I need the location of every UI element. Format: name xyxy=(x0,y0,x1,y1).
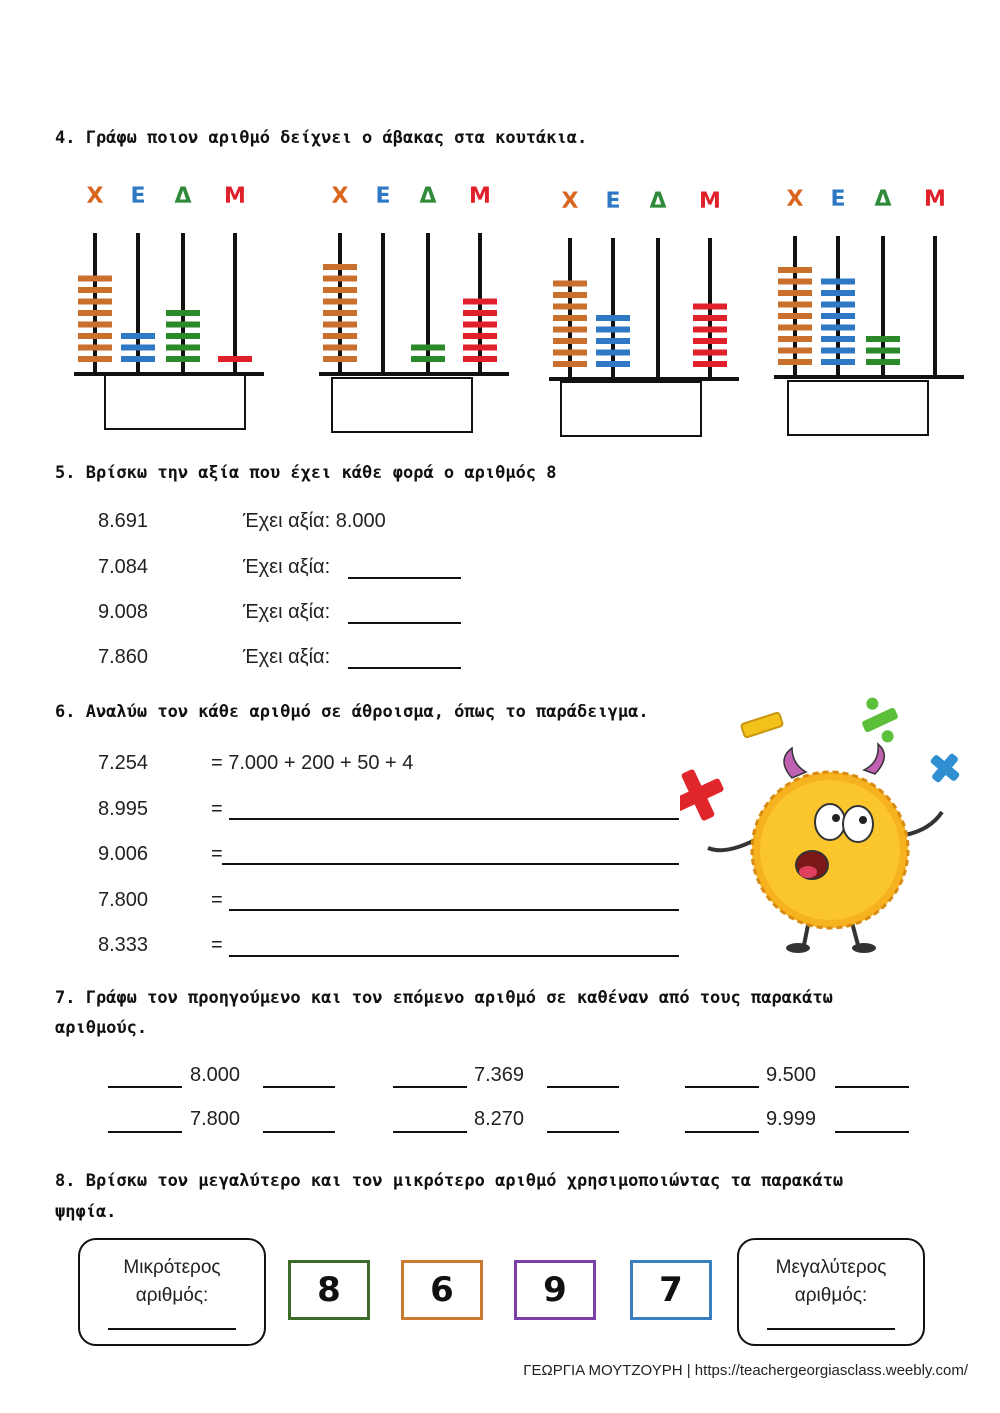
abacus-2-bead-tens xyxy=(411,356,445,362)
abacus-4-bead-hundreds xyxy=(821,290,855,296)
multiply-sign-icon xyxy=(922,745,967,790)
abacus-2-label-hundreds: Ε xyxy=(375,184,391,209)
abacus-1-bead-tens xyxy=(166,333,200,339)
section-5-title: 5. Βρίσκω την αξία που έχει κάθε φορά ο αριθμός 8 xyxy=(55,463,557,483)
abacus-3-bead-hundreds xyxy=(596,338,630,344)
abacus-4-base xyxy=(774,375,964,379)
abacus-3-bead-thousands xyxy=(553,327,587,333)
abacus-3-rod-hundreds xyxy=(611,238,615,377)
abacus-1-label-tens: Δ xyxy=(174,184,192,209)
s7-after-line-5[interactable] xyxy=(547,1131,619,1133)
abacus-1-label-hundreds: Ε xyxy=(130,184,146,209)
s5-label-2: Έχει αξία: xyxy=(243,556,331,578)
abacus-2 xyxy=(305,175,515,375)
abacus-4-bead-hundreds xyxy=(821,325,855,331)
s6-number-5: 8.333 xyxy=(98,934,149,956)
s7-before-line-5[interactable] xyxy=(393,1131,467,1133)
abacus-1-rod-hundreds xyxy=(136,233,140,372)
s5-label-3: Έχει αξία: xyxy=(243,601,331,623)
s7-number-3: 9.500 xyxy=(766,1064,817,1086)
abacus-3-bead-thousands xyxy=(553,315,587,321)
abacus-2-rod-hundreds xyxy=(381,233,385,372)
s7-number-5: 8.270 xyxy=(474,1108,525,1130)
s6-number-4: 7.800 xyxy=(98,889,149,911)
abacus-2-bead-units xyxy=(463,356,497,362)
abacus-3-bead-thousands xyxy=(553,350,587,356)
s5-number-2: 7.084 xyxy=(98,556,149,578)
abacus-4-bead-thousands xyxy=(778,359,812,365)
s5-label-1: Έχει αξία: 8.000 xyxy=(243,510,386,532)
smallest-number-box xyxy=(78,1238,266,1346)
abacus-4-rod-units xyxy=(933,236,937,375)
abacus-2-bead-thousands xyxy=(323,356,357,362)
s7-before-line-3[interactable] xyxy=(685,1086,759,1088)
abacus-1-rod-units xyxy=(233,233,237,372)
abacus-4-bead-thousands xyxy=(778,325,812,331)
abacus-3-bead-hundreds xyxy=(596,327,630,333)
largest-number-box xyxy=(737,1238,925,1346)
s6-expr-4: = xyxy=(211,889,223,911)
s5-number-1: 8.691 xyxy=(98,510,149,532)
s6-expr-2: = xyxy=(211,798,223,820)
abacus-1-bead-thousands xyxy=(78,333,112,339)
abacus-2-answer-box[interactable] xyxy=(331,377,473,433)
abacus-4-label-tens: Δ xyxy=(874,187,892,212)
abacus-1-answer-box[interactable] xyxy=(104,374,246,430)
section-8-title-line2: ψηφία. xyxy=(55,1202,117,1222)
plus-sign-icon xyxy=(680,760,733,829)
abacus-1-bead-units xyxy=(218,356,252,362)
largest-answer-line[interactable] xyxy=(767,1328,895,1330)
abacus-3-label-thousands: Χ xyxy=(561,189,579,214)
abacus-3-bead-hundreds xyxy=(596,350,630,356)
abacus-4-bead-hundreds xyxy=(821,279,855,285)
abacus-3-bead-units xyxy=(693,350,727,356)
digit-box-2: 6 xyxy=(401,1260,483,1320)
digit-box-3: 9 xyxy=(514,1260,596,1320)
abacus-1-bead-thousands xyxy=(78,276,112,282)
abacus-2-bead-thousands xyxy=(323,276,357,282)
s6-number-3: 9.006 xyxy=(98,843,149,865)
abacus-4-bead-hundreds xyxy=(821,348,855,354)
abacus-2-bead-units xyxy=(463,310,497,316)
abacus-3-svg xyxy=(535,180,745,380)
abacus-1-bead-tens xyxy=(166,345,200,351)
s6-answer-line-4[interactable] xyxy=(229,909,679,911)
abacus-2-bead-thousands xyxy=(323,322,357,328)
section-7-title-line2: αριθμούς. xyxy=(55,1018,148,1038)
abacus-1-bead-thousands xyxy=(78,310,112,316)
s7-before-line-1[interactable] xyxy=(108,1086,182,1088)
s7-after-line-2[interactable] xyxy=(547,1086,619,1088)
s6-expr-1: = 7.000 + 200 + 50 + 4 xyxy=(211,752,414,774)
abacus-4-bead-hundreds xyxy=(821,313,855,319)
abacus-1-rod-tens xyxy=(181,233,185,372)
abacus-4 xyxy=(760,178,970,378)
abacus-4-bead-thousands xyxy=(778,290,812,296)
abacus-3-bead-units xyxy=(693,327,727,333)
abacus-3-rod-tens xyxy=(656,238,660,377)
abacus-1-bead-thousands xyxy=(78,322,112,328)
s5-number-4: 7.860 xyxy=(98,646,149,668)
s6-answer-line-5[interactable] xyxy=(229,955,679,957)
s7-number-6: 9.999 xyxy=(766,1108,817,1130)
abacus-2-label-thousands: Χ xyxy=(331,184,349,209)
smallest-answer-line[interactable] xyxy=(108,1328,236,1330)
abacus-1-bead-hundreds xyxy=(121,345,155,351)
s6-number-2: 8.995 xyxy=(98,798,149,820)
abacus-4-bead-thousands xyxy=(778,348,812,354)
abacus-3-answer-box[interactable] xyxy=(560,381,702,437)
digit-box-1: 8 xyxy=(288,1260,370,1320)
abacus-4-label-thousands: Χ xyxy=(786,187,804,212)
abacus-3-bead-thousands xyxy=(553,361,587,367)
s6-answer-line-3[interactable] xyxy=(222,863,679,865)
abacus-3-bead-hundreds xyxy=(596,361,630,367)
largest-label-line2: αριθμός: xyxy=(794,1285,868,1306)
abacus-1-bead-thousands xyxy=(78,356,112,362)
s5-number-3: 9.008 xyxy=(98,601,149,623)
largest-label-line1: Μεγαλύτερος xyxy=(775,1257,887,1278)
abacus-2-bead-thousands xyxy=(323,345,357,351)
abacus-1-bead-tens xyxy=(166,356,200,362)
footer-credit: ΓΕΩΡΓΙΑ ΜΟΥΤΖΟΥΡΗ | https://teachergeorgiasclass.weebly.com/ xyxy=(523,1362,968,1379)
abacus-3 xyxy=(535,180,745,380)
abacus-4-bead-hundreds xyxy=(821,302,855,308)
abacus-3-label-tens: Δ xyxy=(649,189,667,214)
abacus-3-bead-units xyxy=(693,304,727,310)
abacus-2-base xyxy=(319,372,509,376)
abacus-4-answer-box[interactable] xyxy=(787,380,929,436)
abacus-4-bead-thousands xyxy=(778,336,812,342)
abacus-1-bead-hundreds xyxy=(121,356,155,362)
abacus-2-bead-units xyxy=(463,322,497,328)
abacus-1-svg xyxy=(60,175,270,375)
abacus-1-bead-thousands xyxy=(78,345,112,351)
s6-expr-5: = xyxy=(211,934,223,956)
abacus-2-bead-units xyxy=(463,345,497,351)
abacus-2-bead-thousands xyxy=(323,333,357,339)
s5-answer-line-3[interactable] xyxy=(348,622,461,624)
abacus-4-label-hundreds: Ε xyxy=(830,187,846,212)
s7-after-line-6[interactable] xyxy=(835,1131,909,1133)
abacus-2-bead-units xyxy=(463,333,497,339)
abacus-2-bead-thousands xyxy=(323,264,357,270)
abacus-1-label-thousands: Χ xyxy=(86,184,104,209)
s7-before-line-6[interactable] xyxy=(685,1131,759,1133)
s6-number-1: 7.254 xyxy=(98,752,149,774)
abacus-1-bead-thousands xyxy=(78,299,112,305)
abacus-2-svg xyxy=(305,175,515,375)
section-4-title: 4. Γράφω ποιον αριθμό δείχνει ο άβακας στα κουτάκια. xyxy=(55,128,588,148)
section-6-title: 6. Αναλύω τον κάθε αριθμό σε άθροισμα, όπως το παράδειγμα. xyxy=(55,702,649,722)
abacus-4-bead-thousands xyxy=(778,313,812,319)
abacus-2-rod-tens xyxy=(426,233,430,372)
abacus-3-bead-units xyxy=(693,338,727,344)
abacus-1-bead-tens xyxy=(166,310,200,316)
abacus-3-bead-thousands xyxy=(553,281,587,287)
abacus-2-bead-units xyxy=(463,299,497,305)
smallest-label-line1: Μικρότερος xyxy=(123,1257,221,1278)
abacus-3-bead-thousands xyxy=(553,338,587,344)
s7-number-2: 7.369 xyxy=(474,1064,525,1086)
divide-sign-icon xyxy=(854,691,907,750)
s5-answer-line-4[interactable] xyxy=(348,667,461,669)
section-8-title-line1: 8. Βρίσκω τον μεγαλύτερο και τον μικρότερο αριθμό χρησιμοποιώντας τα παρακάτω xyxy=(55,1171,844,1191)
abacus-3-bead-units xyxy=(693,315,727,321)
abacus-3-bead-thousands xyxy=(553,292,587,298)
s5-label-4: Έχει αξία: xyxy=(243,646,331,668)
abacus-4-rod-tens xyxy=(881,236,885,375)
abacus-1 xyxy=(60,175,270,375)
abacus-3-bead-thousands xyxy=(553,304,587,310)
s7-before-line-4[interactable] xyxy=(108,1131,182,1133)
s7-before-line-2[interactable] xyxy=(393,1086,467,1088)
abacus-4-bead-thousands xyxy=(778,279,812,285)
abacus-1-bead-hundreds xyxy=(121,333,155,339)
abacus-4-bead-tens xyxy=(866,359,900,365)
s7-after-line-3[interactable] xyxy=(835,1086,909,1088)
abacus-1-label-units: Μ xyxy=(224,184,246,209)
abacus-4-bead-thousands xyxy=(778,267,812,273)
s7-number-1: 8.000 xyxy=(190,1064,241,1086)
minus-sign-icon xyxy=(741,712,783,738)
abacus-4-bead-hundreds xyxy=(821,336,855,342)
abacus-3-bead-units xyxy=(693,361,727,367)
abacus-2-bead-thousands xyxy=(323,310,357,316)
s5-answer-line-2[interactable] xyxy=(348,577,461,579)
abacus-2-label-tens: Δ xyxy=(419,184,437,209)
section-7-title-line1: 7. Γράφω τον προηγούμενο και τον επόμενο αριθμό σε καθέναν από τους παρακάτω xyxy=(55,988,833,1008)
abacus-2-bead-thousands xyxy=(323,299,357,305)
s7-number-4: 7.800 xyxy=(190,1108,241,1130)
abacus-4-label-units: Μ xyxy=(924,187,946,212)
abacus-4-bead-thousands xyxy=(778,302,812,308)
abacus-4-svg xyxy=(760,178,970,378)
s7-after-line-4[interactable] xyxy=(263,1131,335,1133)
monster-illustration xyxy=(680,690,970,965)
abacus-1-bead-tens xyxy=(166,322,200,328)
s6-expr-3: = xyxy=(211,843,223,865)
abacus-1-bead-thousands xyxy=(78,287,112,293)
smallest-label-line2: αριθμός: xyxy=(135,1285,209,1306)
s6-answer-line-2[interactable] xyxy=(229,818,679,820)
abacus-3-label-hundreds: Ε xyxy=(605,189,621,214)
digit-box-4: 7 xyxy=(630,1260,712,1320)
abacus-4-bead-tens xyxy=(866,348,900,354)
abacus-3-bead-hundreds xyxy=(596,315,630,321)
abacus-4-bead-hundreds xyxy=(821,359,855,365)
abacus-2-label-units: Μ xyxy=(469,184,491,209)
s7-after-line-1[interactable] xyxy=(263,1086,335,1088)
abacus-2-bead-thousands xyxy=(323,287,357,293)
abacus-4-bead-tens xyxy=(866,336,900,342)
abacus-3-label-units: Μ xyxy=(699,189,721,214)
abacus-2-bead-tens xyxy=(411,345,445,351)
